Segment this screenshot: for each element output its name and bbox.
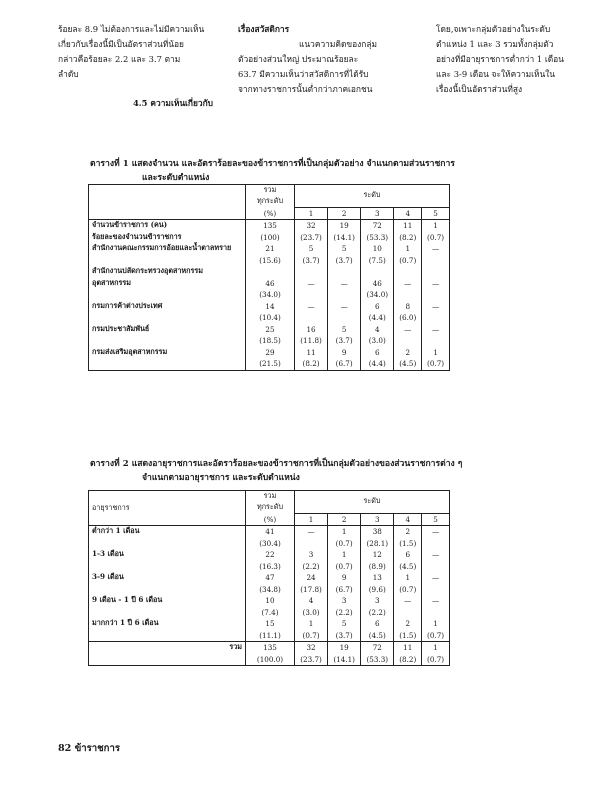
table-cell-pct — [394, 607, 422, 619]
table-cell-pct: (8.2) — [295, 358, 328, 370]
row-label-empty — [89, 538, 246, 550]
table-row — [89, 526, 450, 538]
table-cell — [422, 266, 450, 278]
table-cell: — — [422, 301, 450, 313]
text-line: กล่าวคือร้อยละ 2.2 และ 3.7 ตาม — [58, 54, 181, 64]
table-cell-pct: (2.2) — [328, 607, 361, 619]
text-line: เรื่องสวัสดิการ — [238, 24, 290, 34]
row-label-empty — [89, 630, 246, 642]
table-cell: (0.7) — [422, 232, 450, 244]
table-cell-pct: (16.3) — [246, 561, 295, 573]
row-label: กรมส่งเสริมอุตสาหกรรม — [89, 347, 246, 359]
table2-level-4: 4 — [394, 513, 422, 526]
text-line: เกี่ยวกับเรื่องนี้มีเป็นอัตราส่วนที่น้อย — [58, 39, 184, 49]
table-cell: 3 — [295, 549, 328, 561]
row-label-empty — [89, 255, 246, 267]
row-label-empty — [89, 654, 246, 666]
table-cell-pct — [328, 312, 361, 324]
table-row-pct — [89, 584, 450, 596]
table-cell: 3 — [361, 595, 394, 607]
row-label: จำนวนข้าราชการ (คน) — [89, 220, 246, 232]
table-row-pct — [89, 312, 450, 324]
table-row — [89, 266, 450, 278]
table-cell: 6 — [361, 301, 394, 313]
table2-head-level: ระดับ — [295, 491, 450, 514]
total-cell: 72 — [361, 642, 394, 654]
row-label: กรมการค้าต่างประเทศ — [89, 301, 246, 313]
table-row — [89, 347, 450, 359]
table-cell-pct: (2.2) — [361, 607, 394, 619]
table-cell-pct: (7.5) — [361, 255, 394, 267]
table-cell-pct: (1.5) — [394, 538, 422, 550]
table-cell-pct: (4.4) — [361, 312, 394, 324]
total-cell-pct: (23.7) — [295, 654, 328, 666]
table-cell: 46 — [246, 278, 295, 290]
table-cell-pct — [328, 289, 361, 301]
text-column-3 — [436, 22, 588, 97]
table2-level-2: 2 — [328, 513, 361, 526]
total-cell: 32 — [295, 642, 328, 654]
row-label: ร้อยละของจำนวนข้าราชการ — [89, 232, 246, 244]
table-cell: 1 — [422, 347, 450, 359]
table-cell: 8 — [394, 301, 422, 313]
table-cell: — — [422, 243, 450, 255]
table-cell: 29 — [246, 347, 295, 359]
table-row — [89, 595, 450, 607]
table-cell: (53.3) — [361, 232, 394, 244]
table-cell: 2 — [394, 347, 422, 359]
table-cell: 16 — [295, 324, 328, 336]
table-cell: 10 — [246, 595, 295, 607]
table-cell: — — [394, 278, 422, 290]
table-row — [89, 301, 450, 313]
table-cell: 9 — [328, 347, 361, 359]
row-label: สำนักงานคณะกรรมการอ้อยและน้ำตาลทราย — [89, 243, 246, 255]
table1-caption — [90, 157, 570, 185]
table1-caption-text: แสดงจำนวน และอัตราร้อยละของข้าราชการที่เป็นกลุ่มตัวอย่าง จำแนกตามส่วนราชการ — [131, 159, 455, 169]
table-cell-pct: (10.4) — [246, 312, 295, 324]
text-column-2 — [238, 22, 398, 97]
table-cell: 46 — [361, 278, 394, 290]
table-cell-pct: (28.1) — [361, 538, 394, 550]
table-cell: 13 — [361, 572, 394, 584]
table-cell-pct: (18.5) — [246, 335, 295, 347]
row-label: มากกว่า 1 ปี 6 เดือน — [89, 618, 246, 630]
table-cell: — — [422, 549, 450, 561]
table2-caption-text2: จำแนกตามอายุราชการ และระดับตำแหน่ง — [142, 473, 300, 483]
intro-text — [58, 22, 578, 140]
table-row-pct — [89, 607, 450, 619]
text-line: และ 3-9 เดือน จะให้ความเห็นใน — [436, 69, 556, 79]
row-label-empty — [89, 358, 246, 370]
table-cell-pct: (15.6) — [246, 255, 295, 267]
table-row-pct — [89, 289, 450, 301]
table-row — [89, 278, 450, 290]
table-cell-pct: (4.4) — [361, 358, 394, 370]
table-cell: 6 — [394, 549, 422, 561]
table-cell: 19 — [328, 220, 361, 232]
table-cell: — — [422, 595, 450, 607]
total-cell: 11 — [394, 642, 422, 654]
table2-caption-lead: ตารางที่ 2 — [90, 459, 129, 469]
table-cell-pct: (11.8) — [295, 335, 328, 347]
table-row — [89, 324, 450, 336]
table-cell-pct: (3.7) — [328, 255, 361, 267]
table-row — [89, 618, 450, 630]
row-label: 3-9 เดือน — [89, 572, 246, 584]
table-cell-pct: (0.7) — [295, 630, 328, 642]
total-cell-pct: (8.2) — [394, 654, 422, 666]
table-row — [89, 232, 450, 244]
table-cell-pct: (4.5) — [394, 358, 422, 370]
table-cell: 41 — [246, 526, 295, 538]
row-label-empty — [89, 561, 246, 573]
table-cell: 2 — [394, 526, 422, 538]
table-cell: 32 — [295, 220, 328, 232]
table1-level-1: 1 — [295, 207, 328, 220]
table-cell: 3 — [328, 595, 361, 607]
table-cell: 10 — [361, 243, 394, 255]
table-cell: (8.2) — [394, 232, 422, 244]
table-cell: 21 — [246, 243, 295, 255]
row-label: กรมประชาสัมพันธ์ — [89, 324, 246, 336]
row-label-empty — [89, 607, 246, 619]
table-cell-pct: (0.7) — [394, 584, 422, 596]
table-cell: 5 — [328, 324, 361, 336]
total-cell: 19 — [328, 642, 361, 654]
table-cell: — — [394, 595, 422, 607]
table-cell-pct: (0.7) — [422, 630, 450, 642]
table-cell: 1 — [328, 526, 361, 538]
table2-level-1: 1 — [295, 513, 328, 526]
table-cell-pct: (3.0) — [361, 335, 394, 347]
table-cell: 6 — [361, 618, 394, 630]
table-cell: 1 — [422, 220, 450, 232]
table-cell-pct — [422, 584, 450, 596]
table-cell-pct: (34.0) — [246, 289, 295, 301]
table-cell — [295, 266, 328, 278]
table-row-pct — [89, 255, 450, 267]
table-cell: 135 — [246, 220, 295, 232]
table-cell-pct: (34.0) — [361, 289, 394, 301]
text-line: 63.7 มีความเห็นว่าสวัสดิการที่ได้รับ — [238, 69, 369, 79]
table-cell-pct — [422, 255, 450, 267]
table-cell: 4 — [361, 324, 394, 336]
table1-head-total — [246, 185, 295, 208]
table-cell-pct: (3.7) — [328, 335, 361, 347]
table-cell: (100) — [246, 232, 295, 244]
total-row-pct — [89, 654, 450, 666]
table-cell: 1 — [422, 618, 450, 630]
table-cell-pct: (4.5) — [394, 561, 422, 573]
table-cell: 47 — [246, 572, 295, 584]
table-cell: 9 — [328, 572, 361, 584]
table-cell: 22 — [246, 549, 295, 561]
table1-head-label — [89, 185, 246, 220]
row-label-empty — [89, 335, 246, 347]
table1-head-level: ระดับ — [295, 185, 450, 208]
total-row — [89, 642, 450, 654]
table-cell-pct: (6.0) — [394, 312, 422, 324]
row-label-empty — [89, 584, 246, 596]
row-label: ต่ำกว่า 1 เดือน — [89, 526, 246, 538]
table-cell: 72 — [361, 220, 394, 232]
table-cell-pct: (8.9) — [361, 561, 394, 573]
table-cell-pct — [422, 561, 450, 573]
table-cell: 2 — [394, 618, 422, 630]
table-cell: (14.1) — [328, 232, 361, 244]
table-cell — [361, 266, 394, 278]
table-cell-pct: (3.7) — [295, 255, 328, 267]
table-cell: 11 — [394, 220, 422, 232]
table1-level-2: 2 — [328, 207, 361, 220]
table2-head-label: อายุราชการ — [89, 491, 246, 526]
table2 — [88, 490, 450, 666]
row-label: 1-3 เดือน — [89, 549, 246, 561]
table-cell: 1 — [328, 549, 361, 561]
table-cell: — — [295, 278, 328, 290]
table-cell: 25 — [246, 324, 295, 336]
text-line: แนวความคิดของกลุ่ม — [299, 39, 377, 49]
total-cell-pct: (14.1) — [328, 654, 361, 666]
text-column-1 — [58, 22, 213, 111]
row-label-empty — [89, 289, 246, 301]
table-cell: — — [422, 324, 450, 336]
table-cell-pct — [422, 312, 450, 324]
table-cell-pct — [422, 538, 450, 550]
table-cell: 6 — [361, 347, 394, 359]
text-line: เรื่องนี้เป็นอัตราส่วนที่สูง — [436, 84, 523, 94]
row-label: สำนักงานปลัดกระทรวงอุตสาหกรรม — [89, 266, 246, 278]
text-line: โดย,จเพาะกลุ่มตัวอย่างในระดับ — [436, 24, 551, 34]
table-cell-pct — [422, 607, 450, 619]
table-cell-pct: (0.7) — [328, 561, 361, 573]
table-cell-pct — [422, 335, 450, 347]
table-cell: — — [328, 301, 361, 313]
table-cell — [394, 266, 422, 278]
table-row-pct — [89, 538, 450, 550]
table-cell-pct: (2.2) — [295, 561, 328, 573]
table1-level-5: 5 — [422, 207, 450, 220]
table-cell: 15 — [246, 618, 295, 630]
table-cell: 5 — [328, 618, 361, 630]
total-cell: 135 — [246, 642, 295, 654]
table-cell-pct: (11.1) — [246, 630, 295, 642]
table-cell: — — [295, 526, 328, 538]
table2-head-total — [246, 491, 295, 514]
table-cell-pct — [394, 335, 422, 347]
table-cell: 38 — [361, 526, 394, 538]
table-row-pct — [89, 630, 450, 642]
row-label-empty — [89, 312, 246, 324]
table-cell: — — [422, 526, 450, 538]
table-row-pct — [89, 561, 450, 573]
page-footer: 82 ข้าราชการ — [58, 743, 121, 754]
table2-caption-text: แสดงอายุราชการและอัตราร้อยละของข้าราชการที่เป็นกลุ่มตัวอย่างของส่วนราชการต่าง ๆ — [131, 459, 463, 469]
total-cell-pct: (53.3) — [361, 654, 394, 666]
table-row-pct — [89, 358, 450, 370]
table-cell: 1 — [295, 618, 328, 630]
table2-level-5: 5 — [422, 513, 450, 526]
table-cell: — — [328, 278, 361, 290]
table-cell: — — [394, 324, 422, 336]
table-cell: 11 — [295, 347, 328, 359]
table-cell-pct: (9.6) — [361, 584, 394, 596]
table-cell-pct: (6.7) — [328, 584, 361, 596]
table-cell-pct: (3.0) — [295, 607, 328, 619]
table-cell-pct: (0.7) — [328, 538, 361, 550]
table-cell-pct — [295, 538, 328, 550]
text-line: ร้อยละ 8.9 ไม่ต้องการและไม่มีความเห็น — [58, 24, 205, 34]
table1-caption-lead: ตารางที่ 1 — [90, 159, 129, 169]
table-cell-pct: (3.7) — [328, 630, 361, 642]
table-row — [89, 243, 450, 255]
table-cell-pct — [295, 289, 328, 301]
table-cell: 1 — [394, 572, 422, 584]
table-cell: 5 — [295, 243, 328, 255]
table2-head-pct: (%) — [246, 513, 295, 526]
table-cell: 1 — [394, 243, 422, 255]
table-cell: — — [422, 278, 450, 290]
table1-caption-text2: และระดับตำแหน่ง — [142, 173, 210, 183]
table-cell-pct: (30.4) — [246, 538, 295, 550]
head-total-text: รวม — [263, 185, 277, 194]
table-cell-pct: (0.7) — [422, 358, 450, 370]
head-total-text: รวม — [263, 491, 277, 500]
table-cell: (23.7) — [295, 232, 328, 244]
table-cell — [328, 266, 361, 278]
table-cell-pct: (21.5) — [246, 358, 295, 370]
total-cell-pct: (0.7) — [422, 654, 450, 666]
table-cell-pct: (17.8) — [295, 584, 328, 596]
row-label: 9 เดือน - 1 ปี 6 เดือน — [89, 595, 246, 607]
table-cell-pct — [422, 289, 450, 301]
total-cell: 1 — [422, 642, 450, 654]
text-line: ตำแหน่ง 1 และ 3 รวมทั้งกลุ่มตัว — [436, 39, 554, 49]
table2-caption — [90, 457, 570, 485]
total-cell-pct: (100.0) — [246, 654, 295, 666]
table-cell: 5 — [328, 243, 361, 255]
table-cell-pct: (7.4) — [246, 607, 295, 619]
table1-level-4: 4 — [394, 207, 422, 220]
table-row-pct — [89, 335, 450, 347]
table-cell-pct: (6.7) — [328, 358, 361, 370]
table1-level-3: 3 — [361, 207, 394, 220]
table1-head-pct: (%) — [246, 207, 295, 220]
section-heading: 4.5 ความเห็นเกี่ยวกับ — [132, 98, 213, 108]
text-line: อย่างที่มีอายุราชการต่ำกว่า 1 เดือน — [436, 54, 564, 64]
table-cell: 24 — [295, 572, 328, 584]
head-total-text2: ทุกระดับ — [256, 196, 284, 205]
row-label: อุตสาหกรรม — [89, 278, 246, 290]
table-cell: 4 — [295, 595, 328, 607]
text-line: ลำดับ — [58, 69, 79, 79]
total-label: รวม — [89, 642, 246, 654]
table-cell — [246, 266, 295, 278]
text-line: จากทางราชการนั้นต่ำกว่าภาคเอกชน — [238, 84, 373, 94]
table-cell-pct: (0.7) — [394, 255, 422, 267]
table-row — [89, 549, 450, 561]
table1 — [88, 184, 450, 371]
table-cell-pct — [394, 289, 422, 301]
table-cell: 12 — [361, 549, 394, 561]
table-cell-pct: (4.5) — [361, 630, 394, 642]
table2-level-3: 3 — [361, 513, 394, 526]
table-cell: — — [295, 301, 328, 313]
table-cell-pct: (34.8) — [246, 584, 295, 596]
table-cell-pct — [295, 312, 328, 324]
head-total-text2: ทุกระดับ — [256, 502, 284, 511]
table-row — [89, 572, 450, 584]
table-cell: — — [422, 572, 450, 584]
table-row — [89, 220, 450, 232]
table-cell: 14 — [246, 301, 295, 313]
table-cell-pct: (1.5) — [394, 630, 422, 642]
text-line: ตัวอย่างส่วนใหญ่ ประมาณร้อยละ — [238, 54, 359, 64]
